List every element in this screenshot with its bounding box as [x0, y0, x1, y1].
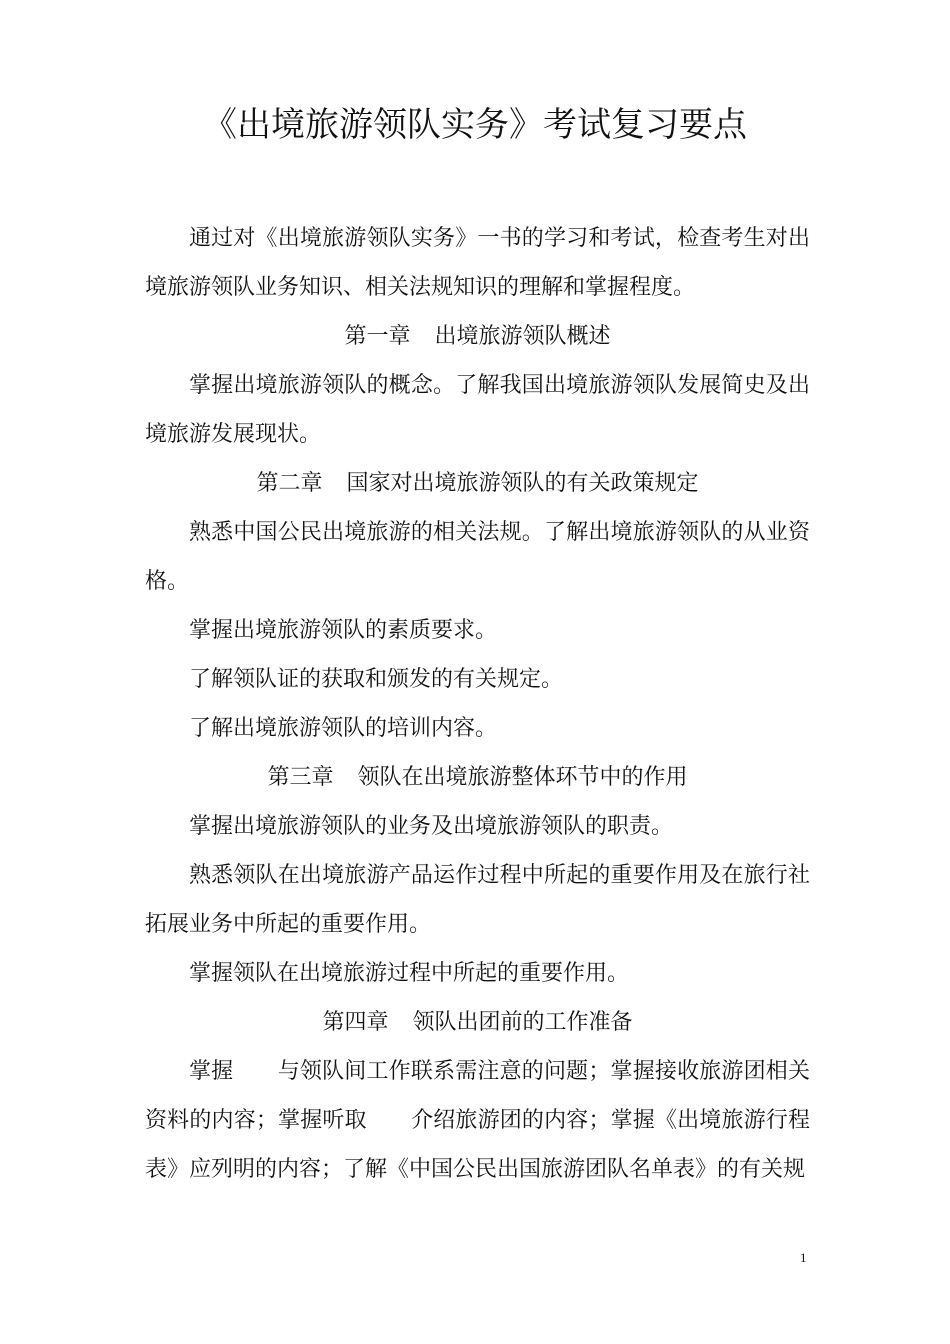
chapter-heading [145, 459, 810, 508]
document-body [145, 214, 810, 1194]
body-paragraph: 了解出境旅游领队的培训内容。 [189, 716, 498, 741]
document-title: 《出境旅游领队实务》考试复习要点 [203, 105, 747, 145]
chapter-name: 领队出团前的工作准备 [412, 1010, 633, 1035]
body-paragraph: 掌握出境旅游领队的素质要求。 [189, 618, 498, 643]
page-number: 1 [800, 1250, 807, 1265]
body-paragraph: 掌握出境旅游领队的概念。了解我国出境旅游领队发展简史及出境旅游发展现状。 [145, 373, 810, 447]
body-paragraph: 熟悉领队在出境旅游产品运作过程中所起的重要作用及在旅行社拓展业务中所起的重要作用。 [145, 863, 810, 937]
body-paragraph: 了解领队证的获取和颁发的有关规定。 [189, 667, 564, 692]
chapter-name: 国家对出境旅游领队的有关政策规定 [346, 471, 699, 496]
body-paragraph: 掌握领队在出境旅游过程中所起的重要作用。 [189, 961, 630, 986]
chapter-number: 第一章 [344, 324, 411, 349]
body-paragraph: 掌握出境旅游领队的业务及出境旅游领队的职责。 [189, 814, 674, 839]
body-paragraph: 掌握 与领队间工作联系需注意的问题；掌握接收旅游团相关资料的内容；掌握听取 介绍旅游团的内容；掌握《出境旅游行程表》应列明的内容；了解《中国公民出国旅游团队名单表》的有关规 [145, 1059, 810, 1182]
intro-paragraph: 通过对《出境旅游领队实务》一书的学习和考试，检查考生对出境旅游领队业务知识、相关法规知识的理解和掌握程度。 [145, 226, 810, 300]
body-paragraph: 熟悉中国公民出境旅游的相关法规。了解出境旅游领队的从业资格。 [145, 520, 810, 594]
chapter-heading [145, 753, 810, 802]
chapter-name: 出境旅游领队概述 [434, 324, 611, 349]
chapter-heading [145, 312, 810, 361]
chapter-number: 第二章 [256, 471, 323, 496]
chapter-number: 第三章 [267, 765, 334, 790]
chapter-heading [145, 998, 810, 1047]
chapter-number: 第四章 [322, 1010, 389, 1035]
chapter-name: 领队在出境旅游整体环节中的作用 [357, 765, 688, 790]
